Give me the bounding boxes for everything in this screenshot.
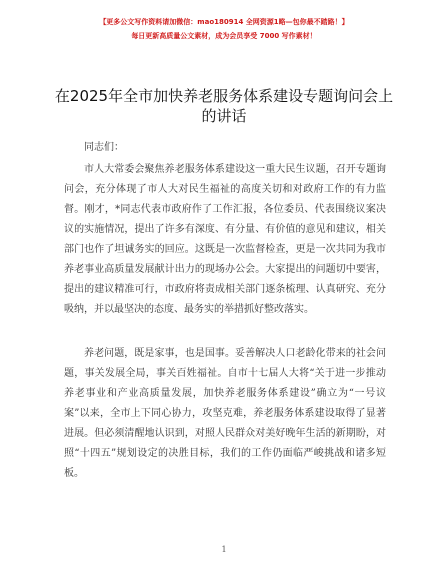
header-banner-line1: 【更多公文写作资料请加微信：mao180914 全网资源1略—包你最不踏路！】 bbox=[99, 18, 349, 26]
document-title: 在2025年全市加快养老服务体系建设专题询问会上的讲话 bbox=[54, 87, 394, 125]
paragraph-block-1 bbox=[64, 160, 386, 320]
header-banner-line2: 每日更新高质量公文素材，成为会员享受 7000 写作素材！ bbox=[131, 32, 317, 40]
paragraph: 市人大常委会聚焦养老服务体系建设这一重大民生议题，召开专题询问会，充分体现了市人大对民生福祉的高度关切和对政府工作的有力监督。刚才，*同志代表市政府作了工作汇报，各位委员、代表围绕议案决议的实施情况，提出了许多有深度、有分量、有价值的意见和建议，相关部门也作了坦诚务实的回应。这既是一次监督检查，更是一次共同为我市养老事业高质量发展献计出力的现场办公会。大家提出的问题切中要害，提出的建议精准可行，市政府将责成相关部门逐条梳理、认真研究、充分吸纳，并以最坚决的态度、最务实的举措抓好整改落实。 bbox=[64, 164, 386, 315]
paragraph: 养老问题，既是家事，也是国事。妥善解决人口老龄化带来的社会问题，事关发展全局，事关百姓福祉。自市十七届人大将“关于进一步推动养老事业和产业高质量发展，加快养老服务体系建设”确立为“一号议案”以来，全市上下同心协力，攻坚克难，养老服务体系建设取得了显著进展。但必须清醒地认识到，对照人民群众对美好晚年生活的新期盼，对照“十四五”规划设定的决胜目标，我们的工作仍面临严峻挑战和诸多短板。 bbox=[64, 348, 386, 479]
page-number: 1 bbox=[221, 545, 227, 554]
paragraph-block-2 bbox=[64, 344, 386, 484]
salutation: 同志们： bbox=[84, 142, 124, 153]
